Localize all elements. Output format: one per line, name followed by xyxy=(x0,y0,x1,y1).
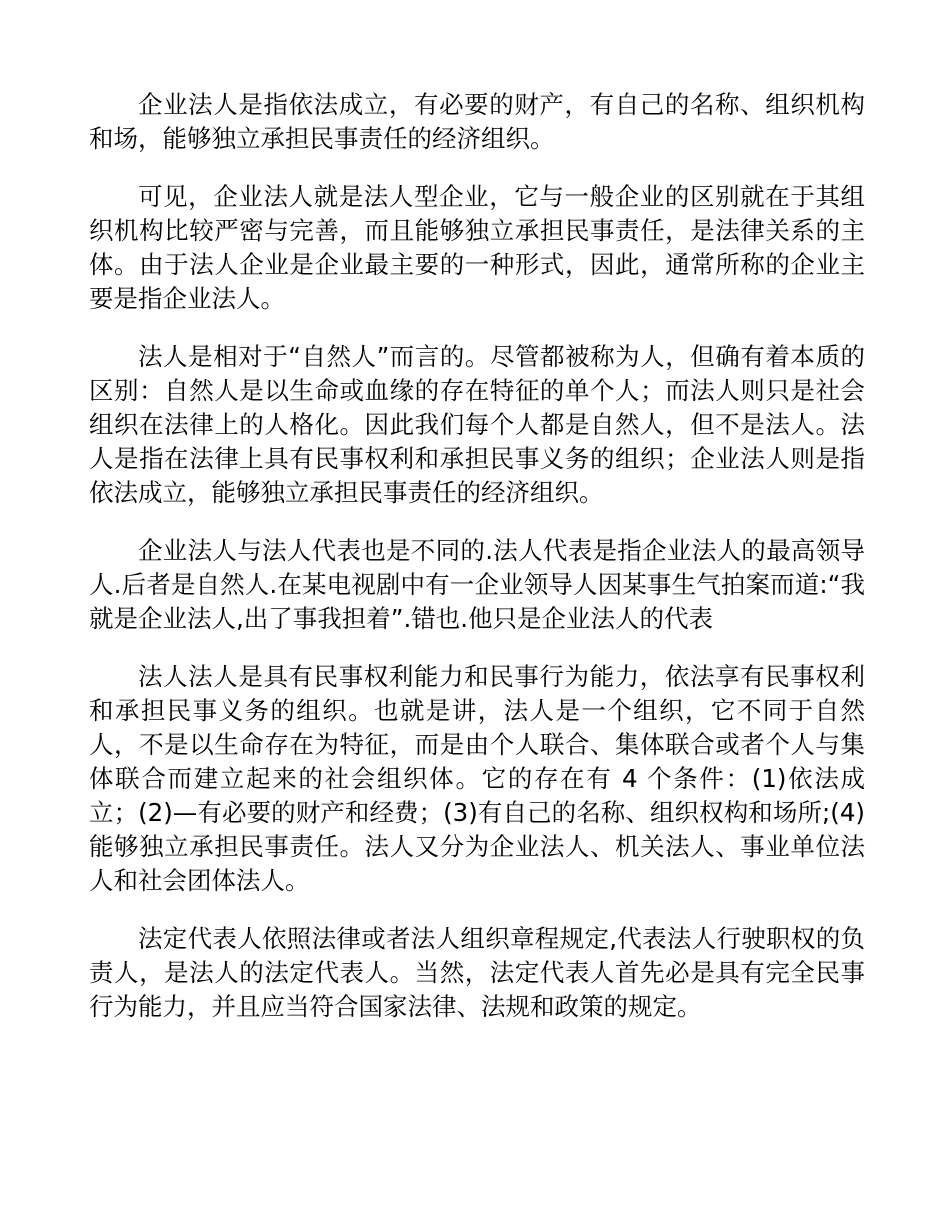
paragraph-legal-person-enterprise: 可见，企业法人就是法人型企业，它与一般企业的区别就在于其组织机构比较严密与完善，而且能够独立承担民事责任，是法律关系的主体。由于法人企业是企业最主要的一种形式，因此，通常所称的企业主要是指企业法人。 xyxy=(89,182,865,313)
document-body xyxy=(89,88,865,1048)
paragraph-enterprise-legal-person: 企业法人是指依法成立，有必要的财产，有自己的名称、组织机构和场，能够独立承担民事责任的经济组织。 xyxy=(89,90,865,153)
paragraph-legal-representative-difference: 企业法人与法人代表也是不同的.法人代表是指企业法人的最高领导人.后者是自然人.在某电视剧中有一企业领导人因某事生气拍案而道:“我就是企业法人,出了事我担着”.错也.他只是企业法人的代表 xyxy=(89,536,865,633)
paragraph-natural-vs-legal-person: 法人是相对于“自然人”而言的。尽管都被称为人，但确有着本质的区别：自然人是以生命或血缘的存在特征的单个人；而法人则只是社会组织在法律上的人格化。因此我们每个人都是自然人，但不是法人。法人是指在法律上具有民事权利和承担民事义务的组织；企业法人则是指依法成立，能够独立承担民事责任的经济组织。 xyxy=(89,342,865,507)
paragraph-legal-person-conditions: 法人法人是具有民事权利能力和民事行为能力，依法享有民事权利和承担民事义务的组织。也就是讲，法人是一个组织，它不同于自然人，不是以生命存在为特征，而是由个人联合、集体联合或者个人与集体联合而建立起来的社会组织体。它的存在有 4 个条件：(1)依法成立；(2)—有必要的财产和经费；(3)有自己的名称、组织权构和场所;(4)能够独立承担民事责任。法人又分为企业法人、机关法人、事业单位法人和社会团体法人。 xyxy=(89,662,865,895)
paragraph-legal-representative-definition: 法定代表人依照法律或者法人组织章程规定,代表法人行驶职权的负责人，是法人的法定代表人。当然，法定代表人首先必是具有完全民事行为能力，并且应当符合国家法律、法规和政策的规定。 xyxy=(89,924,865,1021)
